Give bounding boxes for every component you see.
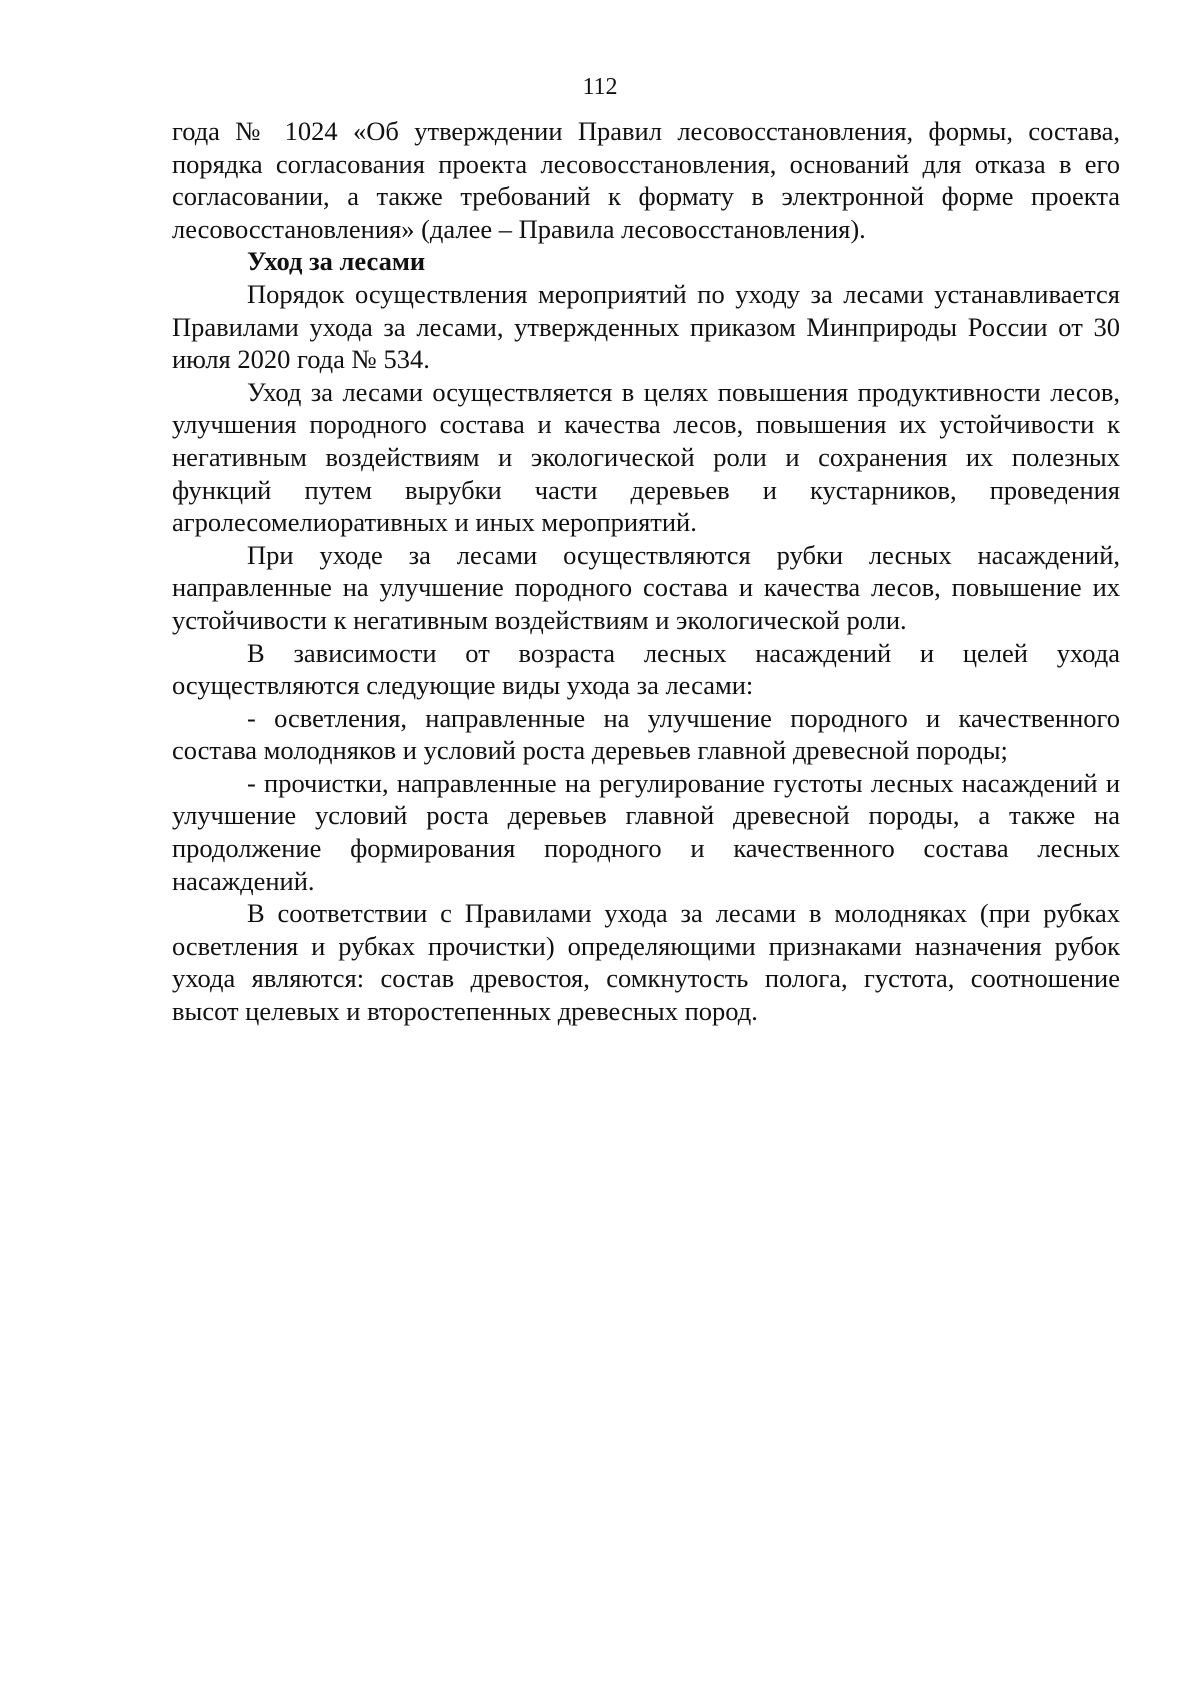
paragraph: В соответствии с Правилами ухода за лесами в молодняках (при рубках осветления и рубках прочистки) определяющими признаками назначения рубок ухода являются: состав древостоя, сомкнутость полога, густота, соотношение высот целевых и второстепенных древесных пород. — [172, 898, 1120, 1027]
paragraph: При уходе за лесами осуществляются рубки лесных насаждений, направленные на улучшение породного состава и качества лесов, повышение их устойчивости к негативным воздействиям и экологической роли. — [172, 539, 1120, 635]
list-item: - осветления, направленные на улучшение породного и качественного состава молодняков и условий роста деревьев главной древесной породы; — [172, 702, 1120, 766]
paragraph: В зависимости от возраста лесных насаждений и целей ухода осуществляются следующие виды ухода за лесами: — [172, 637, 1120, 701]
list-item: - прочистки, направленные на регулирование густоты лесных насаждений и улучшение условий роста деревьев главной древесной породы, а также на продолжение формирования породного и качественного состава лесных насаждений. — [172, 767, 1120, 896]
paragraph: Уход за лесами осуществляется в целях повышения продуктивности лесов, улучшения породного состава и качества лесов, повышения их устойчивости к негативным воздействиям и экологической роли и сохранения их полезных функций путем вырубки части деревьев и кустарников, проведения агролесомелиоративных и иных мероприятий. — [172, 376, 1120, 538]
document-body — [172, 115, 1120, 1028]
paragraph-continuation: года № 1024 «Об утверждении Правил лесовосстановления, формы, состава, порядка согласования проекта лесовосстановления, оснований для отказа в его согласовании, а также требований к формату в электронной форме проекта лесовосстановления» (далее – Правила лесовосстановления). — [172, 116, 1120, 244]
page-number: 112 — [582, 74, 618, 100]
paragraph: Порядок осуществления мероприятий по уходу за лесами устанавливается Правилами ухода за лесами, утвержденных приказом Минприроды России от 30 июля 2020 года № 534. — [172, 278, 1120, 375]
section-heading: Уход за лесами — [247, 246, 426, 277]
